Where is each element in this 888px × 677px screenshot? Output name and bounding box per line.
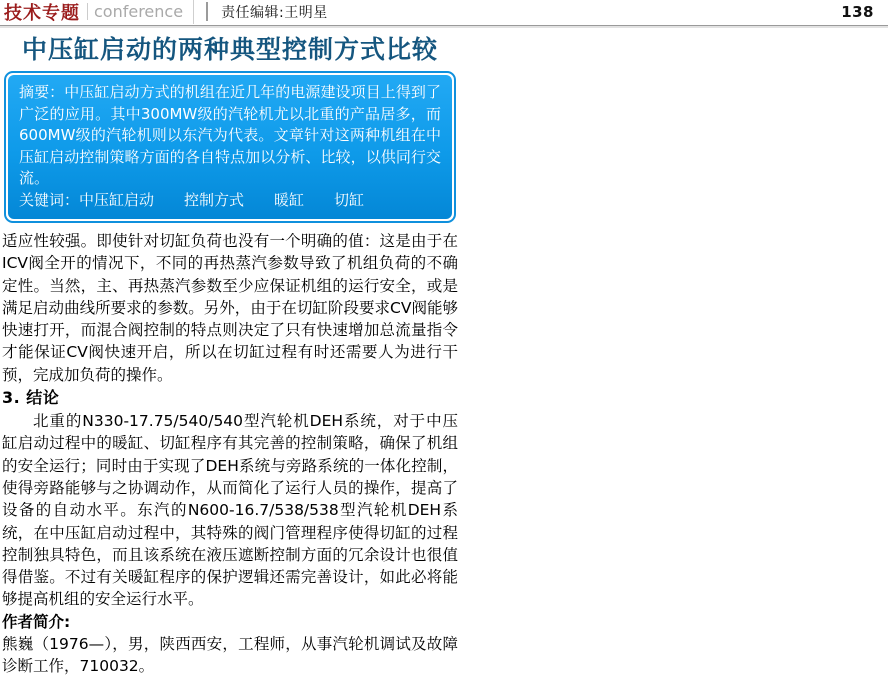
abstract-box-inner (8, 75, 452, 219)
page-number: 138 (841, 2, 874, 21)
section-sublabel: conference (94, 2, 184, 21)
article-body (2, 230, 458, 677)
section-banner (4, 0, 194, 24)
section-label: 技术专题 (4, 2, 80, 24)
editor-credit: 责任编辑:王明星 (221, 4, 328, 21)
conclusion-heading: 3. 结论 (2, 388, 60, 408)
article-column (0, 35, 460, 677)
conclusion-paragraph: 北重的N330-17.75/540/540型汽轮机DEH系统，对于中压缸启动过程中的暖缸、切缸程序有其完善的控制策略，确保了机组的安全运行；同时由于实现了DEH系统与旁路系统的一体化控制，使得旁路能够与之协调动作，从而简化了运行人员的操作，提高了设备的自动水平。东汽的N600-16.7/538/538型汽轮机DEH系统，在中压缸启动过程中，其特殊的阀门管理程序使得切缸的过程控制独具特色，而且该系统在液压遮断控制方面的冗余设计也很值得借鉴。不过有关暖缸程序的保护逻辑还需完善设计，如此必将能够提高机组的安全运行水平。 (2, 412, 458, 609)
article-title: 中压缸启动的两种典型控制方式比较 (21, 35, 438, 64)
light-divider (87, 3, 88, 20)
keywords-line: 关键词：中压缸启动 控制方式 暖缸 切缸 (19, 190, 365, 209)
abstract-text: 摘要：中压缸启动方式的机组在近几年的电源建设项目上得到了广泛的应用。其中300MW级的汽轮机尤以北重的产品居多，而600MW级的汽轮机则以东汽为代表。文章针对这两种机组在中压缸启动控制策略方面的各自特点加以分析、比较，以供同行交流。 (19, 83, 441, 187)
body-paragraph-continuation: 适应性较强。即使针对切缸负荷也没有一个明确的值：这是由于在ICV阀全开的情况下，不同的再热蒸汽参数导致了机组负荷的不确定性。当然，主、再热蒸汽参数至少应保证机组的运行安全，或是满足启动曲线所要求的参数。另外，由于在切缸阶段要求CV阀能够快速打开，而混合阀控制的特点则决定了只有快速增加总流量指令才能保证CV阀快速开启，所以在切缸过程有时还需要人为进行干预，完成加负荷的操作。 (2, 232, 458, 384)
author-bio-heading: 作者简介: (2, 612, 71, 631)
header-divider (206, 2, 208, 21)
page-header (0, 0, 888, 26)
author-bio-paragraph: 熊巍（1976—），男，陕西西安，工程师，从事汽轮机调试及故障诊断工作，710032。 (2, 634, 458, 676)
abstract-box (4, 71, 456, 223)
